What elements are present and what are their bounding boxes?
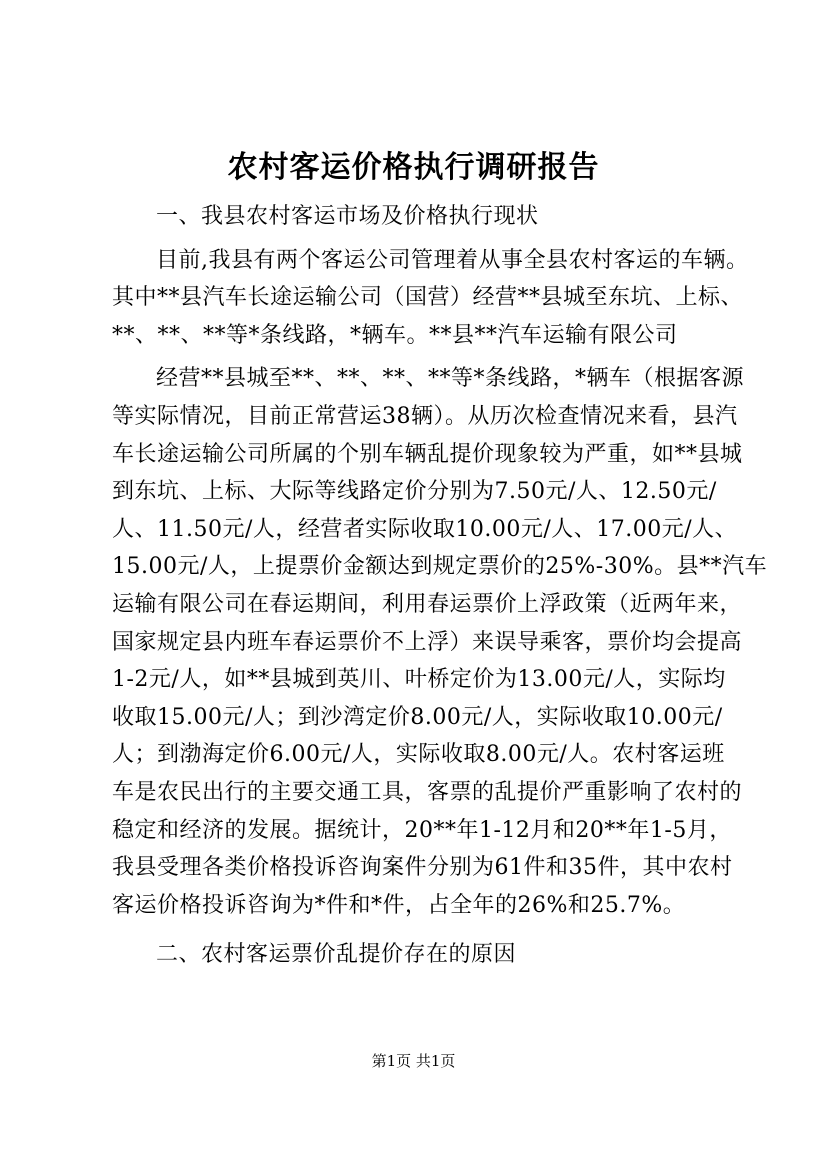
paragraph-line: 国家规定县内班车春运票价不上浮）来误导乘客，票价均会提高 xyxy=(112,629,743,655)
paragraph-line: 经营**县城至**、**、**、**等*条线路，*辆车（根据客源 xyxy=(156,366,745,392)
paragraph-line: 人；到渤海定价6.00元/人，实际收取8.00元/人。农村客运班 xyxy=(112,742,725,768)
paragraph-line: 其中**县汽车长途运输公司（国营）经营**县城至东坑、上标、 xyxy=(112,285,744,311)
paragraph-line: 车长途运输公司所属的个别车辆乱提价现象较为严重，如**县城 xyxy=(112,441,743,467)
paragraph-line: 客运价格投诉咨询为*件和*件，占全年的26%和25.7%。 xyxy=(112,892,686,918)
paragraph-line: 等实际情况，目前正常营运38辆）。从历次检查情况来看，县汽 xyxy=(112,403,738,429)
section-heading-2: 二、农村客运票价乱提价存在的原因 xyxy=(156,942,517,968)
paragraph-line: 到东坑、上标、大际等线路定价分别为7.50元/人、12.50元/ xyxy=(112,479,717,505)
document-body xyxy=(112,198,768,974)
paragraph-line: 车是农民出行的主要交通工具，客票的乱提价严重影响了农村的 xyxy=(112,779,743,805)
section-heading-1: 一、我县农村客运市场及价格执行现状 xyxy=(156,204,539,229)
paragraph-line: 运输有限公司在春运期间，利用春运票价上浮政策（近两年来， xyxy=(112,591,743,617)
paragraph-line: 人、11.50元/人，经营者实际收取10.00元/人、17.00元/人、 xyxy=(112,516,738,542)
paragraph-line: **、**、**等*条线路，*辆车。**县**汽车运输有限公司 xyxy=(112,322,678,348)
document-title: 农村客运价格执行调研报告 xyxy=(227,150,600,185)
paragraph-line: 目前,我县有两个客运公司管理着从事全县农村客运的车辆。 xyxy=(156,247,749,273)
paragraph-line: 1-2元/人，如**县城到英川、叶桥定价为13.00元/人，实际均 xyxy=(112,667,726,693)
paragraph-line: 稳定和经济的发展。据统计，20**年1-12月和20**年1-5月， xyxy=(112,817,732,843)
paragraph-line: 我县受理各类价格投诉咨询案件分别为61件和35件，其中农村 xyxy=(112,855,733,881)
page-footer: 第1页 共1页 xyxy=(371,1052,456,1070)
paragraph-line: 15.00元/人，上提票价金额达到规定票价的25%-30%。县**汽车 xyxy=(112,554,768,580)
paragraph-line: 收取15.00元/人；到沙湾定价8.00元/人，实际收取10.00元/ xyxy=(112,704,723,730)
